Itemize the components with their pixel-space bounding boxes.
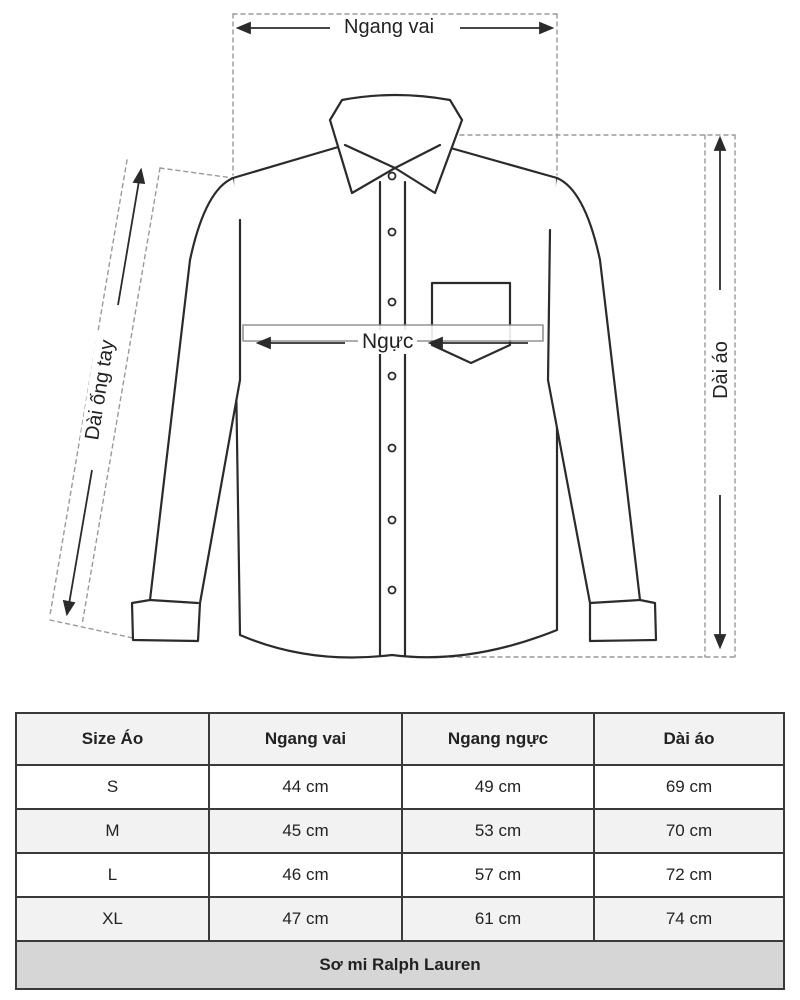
table-header-row bbox=[16, 713, 784, 765]
header-chest: Ngang ngực bbox=[402, 713, 594, 765]
table-row bbox=[16, 765, 784, 809]
header-length: Dài áo bbox=[594, 713, 784, 765]
table-row bbox=[16, 853, 784, 897]
size-cell: L bbox=[16, 853, 209, 897]
length-cell: 69 cm bbox=[594, 765, 784, 809]
table-row bbox=[16, 897, 784, 941]
size-cell: XL bbox=[16, 897, 209, 941]
size-cell: S bbox=[16, 765, 209, 809]
sleeve-length-label: Dài ống tay bbox=[79, 332, 120, 448]
length-cell: 72 cm bbox=[594, 853, 784, 897]
shoulder-cell: 44 cm bbox=[209, 765, 402, 809]
chest-cell: 57 cm bbox=[402, 853, 594, 897]
size-cell: M bbox=[16, 809, 209, 853]
chest-cell: 61 cm bbox=[402, 897, 594, 941]
product-name: Sơ mi Ralph Lauren bbox=[16, 941, 784, 989]
length-cell: 70 cm bbox=[594, 809, 784, 853]
left-sleeve bbox=[132, 178, 240, 641]
size-chart-table bbox=[15, 712, 785, 990]
chest-cell: 49 cm bbox=[402, 765, 594, 809]
table-footer-row bbox=[16, 941, 784, 989]
shirt-body bbox=[233, 145, 557, 658]
shoulder-cell: 45 cm bbox=[209, 809, 402, 853]
right-sleeve bbox=[548, 178, 656, 641]
shoulder-cell: 47 cm bbox=[209, 897, 402, 941]
shoulder-cell: 46 cm bbox=[209, 853, 402, 897]
length-cell: 74 cm bbox=[594, 897, 784, 941]
shirt-length-label: Dài áo bbox=[709, 335, 733, 405]
shoulder-width-label: Ngang vai bbox=[338, 15, 440, 39]
chest-width-label: Ngực bbox=[358, 330, 417, 354]
header-size: Size Áo bbox=[16, 713, 209, 765]
header-shoulder: Ngang vai bbox=[209, 713, 402, 765]
table-row bbox=[16, 809, 784, 853]
chest-cell: 53 cm bbox=[402, 809, 594, 853]
